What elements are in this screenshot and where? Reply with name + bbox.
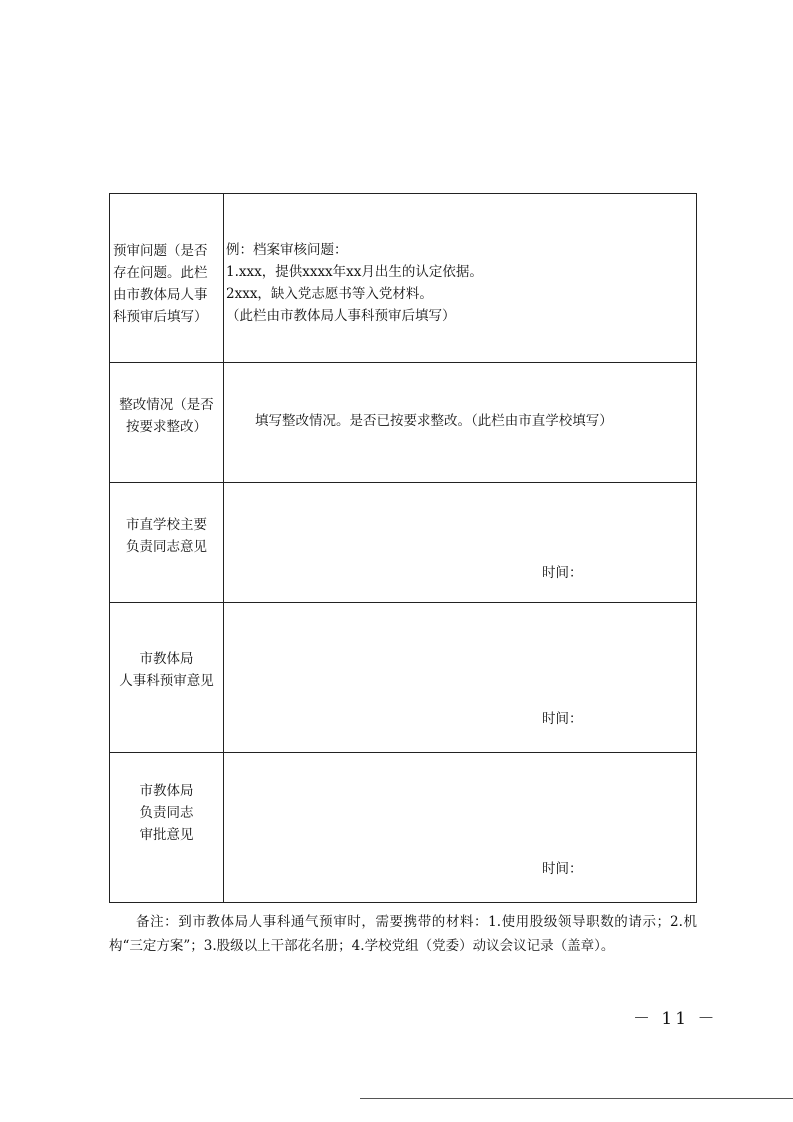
rectification-value-cell: [224, 363, 697, 483]
review-issues-line: 例：档案审核问题：: [226, 242, 348, 258]
school-opinion-time-label: 时间：: [542, 565, 583, 581]
personnel-opinion-time-label: 时间：: [542, 711, 583, 727]
rectification-label: 整改情况（是否 按要求整改）: [119, 396, 214, 435]
review-issues-label-cell: [110, 194, 224, 363]
review-issues-value-cell: [224, 194, 697, 363]
head-approval-label-cell: [110, 753, 224, 903]
head-approval-time-label: 时间：: [542, 861, 583, 877]
personnel-opinion-label-cell: [110, 603, 224, 753]
head-approval-row: [110, 753, 697, 903]
review-issues-content: [226, 239, 483, 327]
school-opinion-row: [110, 483, 697, 603]
rectification-text: 填写整改情况。是否已按要求整改。（此栏由市直学校填写）: [255, 413, 613, 429]
footnote-text: 备注：到市教体局人事科通气预审时，需要携带的材料：1.使用股级领导职数的请示；2.机构“三定方案”；3.股级以上干部花名册；4.学校党组（党委）动议会议记录（盖章）。: [109, 914, 697, 954]
rectification-label-cell: [110, 363, 224, 483]
head-approval-value-cell: [224, 753, 697, 903]
review-form-table: [109, 193, 697, 903]
review-issues-label: 预审问题（是否 存在问题。此栏 由市教体局人事 科预审后填写）: [113, 243, 208, 325]
review-issues-row: [110, 194, 697, 363]
head-approval-label: 市教体局 负责同志 审批意见: [139, 782, 194, 843]
school-opinion-label: 市直学校主要 负责同志意见: [126, 516, 207, 555]
scan-edge-line: [360, 1098, 793, 1099]
personnel-opinion-value-cell: [224, 603, 697, 753]
review-issues-line: （此栏由市教体局人事科预审后填写）: [226, 308, 456, 324]
rectification-row: [110, 363, 697, 483]
page-number: － 11 －: [633, 1009, 718, 1029]
school-opinion-label-cell: [110, 483, 224, 603]
review-issues-line: 1.xxx，提供xxxx年xx月出生的认定依据。: [226, 264, 483, 280]
personnel-opinion-row: [110, 603, 697, 753]
review-issues-line: 2xxx，缺入党志愿书等入党材料。: [226, 286, 433, 302]
personnel-opinion-label: 市教体局 人事科预审意见: [119, 650, 214, 689]
school-opinion-value-cell: [224, 483, 697, 603]
